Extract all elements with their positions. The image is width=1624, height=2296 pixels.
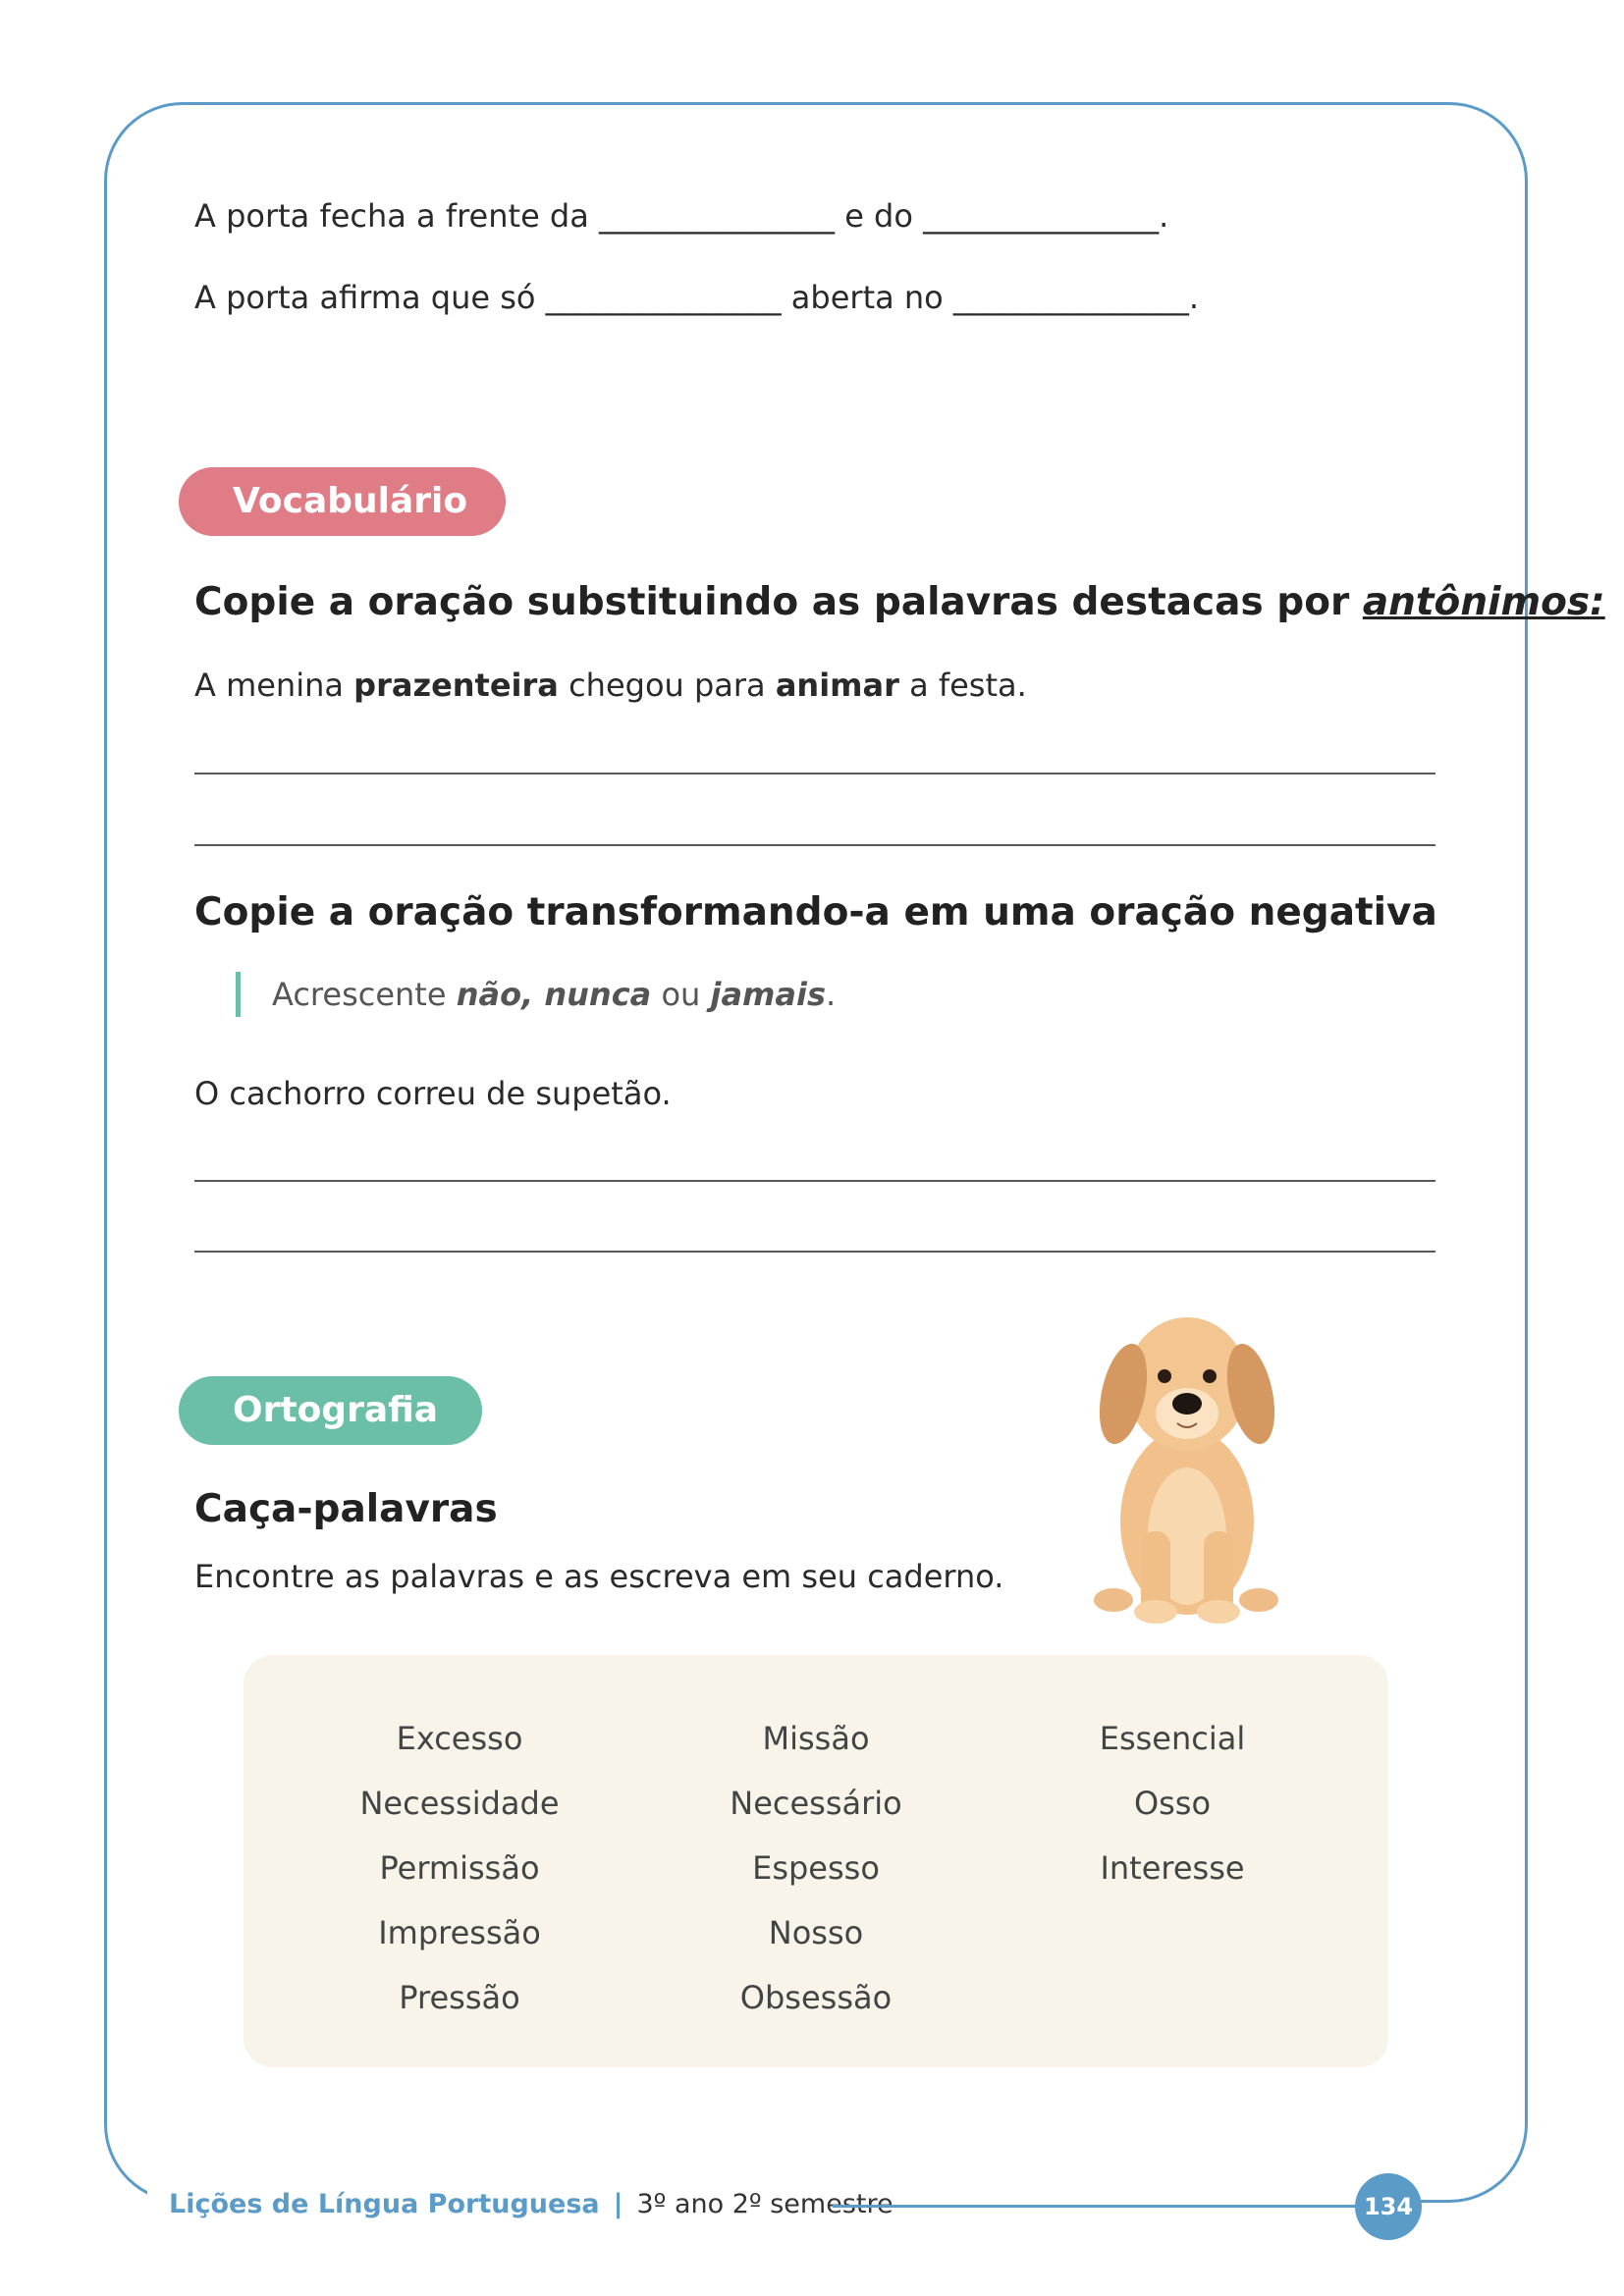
sentence-part: chegou para (558, 667, 776, 704)
vocabulario-heading (194, 579, 1605, 626)
dog-paw (1094, 1588, 1133, 1612)
sentence-part: A menina (194, 667, 354, 704)
footer-line (833, 2205, 1363, 2208)
ortografia-instruction: Encontre as palavras e as escreva em seu caderno. (194, 1558, 1004, 1595)
footer (169, 2185, 893, 2224)
dog-illustration (1094, 1306, 1280, 1629)
fill-sentence-1: A porta fecha a frente da _______________ e do _______________. (194, 197, 1169, 235)
dog-paw (1134, 1600, 1177, 1624)
highlighted-word: prazenteira (353, 667, 559, 704)
vocabulario-heading-emphasis: antônimos: (1362, 580, 1605, 624)
answer-line[interactable] (194, 844, 1435, 846)
word-item: Essencial (1099, 1720, 1246, 1757)
dog-paw (1239, 1588, 1278, 1612)
answer-line[interactable] (194, 773, 1435, 774)
dog-nose (1172, 1393, 1202, 1415)
negativa-heading: Copie a oração transformando-a em uma oração negativa (194, 890, 1437, 934)
sentence-part: a festa. (898, 667, 1027, 704)
word-item: Necessidade (359, 1785, 560, 1822)
word-item: Pressão (399, 1979, 520, 2016)
answer-line[interactable] (194, 1251, 1435, 1253)
word-item: Excesso (396, 1720, 523, 1757)
ortografia-badge: Ortografia (179, 1376, 482, 1445)
word-item: Osso (1133, 1785, 1212, 1822)
vocabulario-sentence (194, 666, 1027, 705)
footer-separator: | (613, 2189, 623, 2219)
footer-brand: Lições de Língua Portuguesa (169, 2189, 600, 2219)
word-item: Permissão (379, 1849, 540, 1887)
word-item: Espesso (752, 1849, 880, 1887)
dog-paw (1197, 1600, 1240, 1624)
tip-part: . (825, 976, 837, 1013)
word-column-3 (996, 1706, 1349, 1900)
vocabulario-heading-text: Copie a oração substituindo as palavras destacas por (194, 580, 1363, 624)
word-item: Impressão (378, 1914, 541, 1951)
ortografia-heading: Caça-palavras (194, 1487, 498, 1531)
word-item: Necessário (730, 1785, 902, 1822)
tip-part: ou (651, 976, 711, 1013)
answer-line[interactable] (194, 1180, 1435, 1182)
word-column-2 (639, 1706, 993, 2030)
page-number: 134 (1355, 2173, 1422, 2240)
dog-eye (1203, 1369, 1217, 1383)
negativa-sentence: O cachorro correu de supetão. (194, 1075, 672, 1112)
word-item: Interesse (1100, 1849, 1245, 1887)
word-item: Missão (762, 1720, 870, 1757)
word-list-box (244, 1655, 1388, 2067)
word-item: Nosso (768, 1914, 864, 1951)
word-column-1 (283, 1706, 636, 2030)
tip-part: Acrescente (272, 976, 457, 1013)
tip-emphasis: jamais (710, 976, 826, 1013)
vocabulario-badge: Vocabulário (179, 467, 506, 536)
negativa-tip (236, 972, 836, 1017)
word-item: Obsessão (739, 1979, 893, 2016)
footer-grade: 3º ano 2º semestre (636, 2189, 893, 2219)
fill-sentence-2: A porta afirma que só _______________ aberta no _______________. (194, 279, 1200, 316)
dog-eye (1158, 1369, 1171, 1383)
highlighted-word: animar (775, 667, 899, 704)
tip-emphasis: não, nunca (456, 976, 652, 1013)
